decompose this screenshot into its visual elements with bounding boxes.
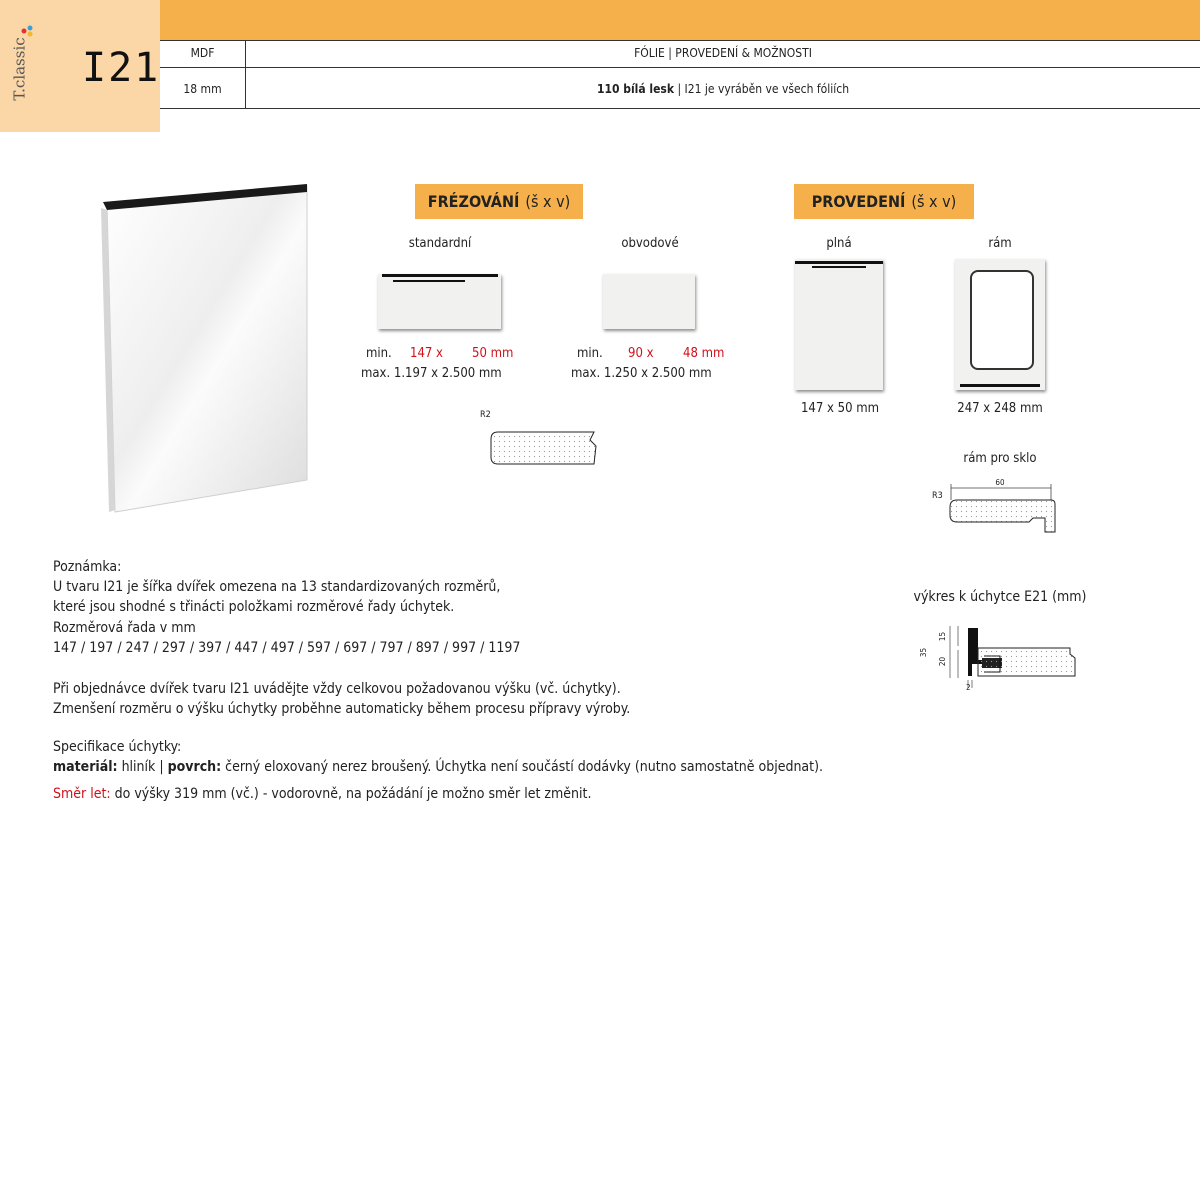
perimeter-min-width: 90 x: [628, 346, 654, 361]
order-line-2: Zmenšení rozměru o výšku úchytky proběhne automaticky během procesu přípravy výroby.: [53, 701, 631, 717]
spec-details: materiál: hliník | povrch: černý eloxovaný nerez broušený. Úchytka není součástí dodávky (nutno samostatně objednat).: [53, 759, 823, 775]
glass-frame-dimension: 60: [995, 478, 1005, 487]
glass-frame-drawing: [945, 480, 1060, 540]
perimeter-min-height: 48 mm: [683, 346, 725, 361]
note-heading: Poznámka:: [53, 559, 122, 575]
design-frame-size: 247 x 248 mm: [957, 401, 1043, 416]
handle-drawing-title: výkres k úchytce E21 (mm): [913, 589, 1087, 605]
milling-standard-sample: [378, 274, 501, 329]
brand-logo: [6, 30, 46, 110]
dim-20: 20: [938, 656, 948, 667]
table-border-top: [160, 40, 1200, 41]
handle-bar: [960, 384, 1040, 387]
foil-name: 110 bílá lesk: [596, 82, 675, 96]
milling-standard-label: standardní: [408, 236, 472, 251]
table-header-foil: FÓLIE | PROVEDENÍ & MOŽNOSTI: [634, 46, 812, 60]
design-solid-label: plná: [826, 236, 852, 251]
design-frame-label: rám: [988, 236, 1012, 251]
standard-max: max. 1.197 x 2.500 mm: [361, 366, 502, 381]
milling-perimeter-label: obvodové: [621, 236, 679, 251]
handle-bar: [382, 274, 498, 277]
profile-drawing: [488, 420, 608, 470]
frame-opening: [970, 270, 1034, 370]
handle-groove: [812, 266, 866, 268]
table-header-mdf: MDF: [190, 46, 215, 60]
note-line-2: které jsou shodné s třinácti položkami rozměrové řady úchytek.: [53, 599, 455, 615]
milling-perimeter-sample: [603, 274, 695, 329]
order-line-1: Při objednávce dvířek tvaru I21 uvádějte vždy celkovou požadovanou výšku (vč. úchytky).: [53, 681, 621, 697]
perimeter-min-prefix: min.: [577, 346, 603, 361]
handle-groove: [393, 280, 465, 282]
table-foil-info: [246, 82, 1200, 96]
dim-2: 2: [966, 683, 971, 692]
standard-min-prefix: min.: [366, 346, 392, 361]
handle-bar: [795, 261, 883, 264]
series-heading: Rozměrová řada v mm: [53, 620, 196, 636]
design-solid-sample: [795, 259, 883, 390]
glass-frame-radius: R3: [932, 491, 943, 501]
foil-note: | I21 je vyráběn ve všech fóliích: [674, 82, 850, 96]
dim-15: 15: [938, 631, 948, 642]
dim-35: 35: [919, 647, 929, 658]
spec-heading: Specifikace úchytky:: [53, 739, 182, 755]
design-solid-size: 147 x 50 mm: [800, 401, 880, 416]
perimeter-max: max. 1.250 x 2.500 mm: [571, 366, 712, 381]
note-line-1: U tvaru I21 je šířka dvířek omezena na 13 standardizovaných rozměrů,: [53, 579, 501, 595]
model-code: I21: [82, 45, 161, 91]
standard-min-width: 147 x: [410, 346, 443, 361]
glass-frame-label: rám pro sklo: [963, 451, 1037, 466]
door-illustration: [95, 180, 315, 520]
grain-direction: Směr let: do výšky 319 mm (vč.) - vodorovně, na požádání je možno směr let změnit.: [53, 786, 592, 802]
profile-radius-label: R2: [480, 410, 491, 420]
design-title: PROVEDENÍ (š x v): [794, 184, 974, 219]
brand-dot-icon: [20, 24, 34, 38]
milling-title: FRÉZOVÁNÍ (š x v): [415, 184, 583, 219]
table-border-mid: [160, 67, 1200, 68]
header-bar: [160, 0, 1200, 40]
table-thickness: 18 mm: [183, 82, 222, 96]
table-border-bottom: [160, 108, 1200, 109]
series-values: 147 / 197 / 247 / 297 / 397 / 447 / 497 / 597 / 697 / 797 / 897 / 997 / 1197: [53, 640, 521, 656]
standard-min-height: 50 mm: [472, 346, 514, 361]
brand-name: T.classic: [10, 37, 29, 101]
